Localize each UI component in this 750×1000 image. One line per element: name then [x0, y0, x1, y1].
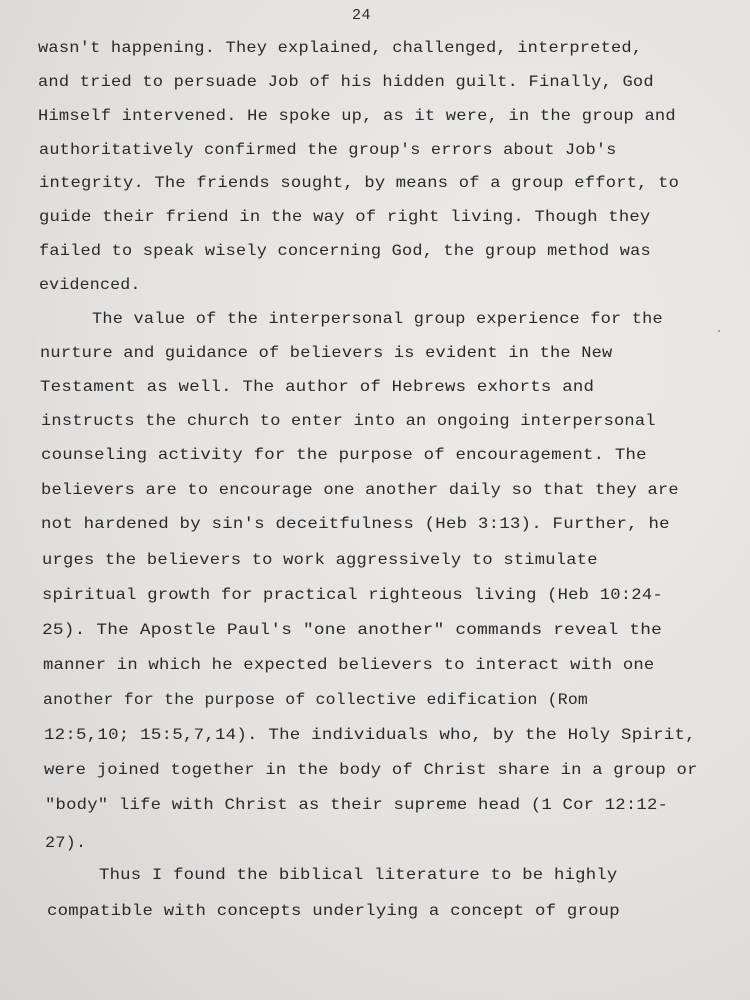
text-line: Thus I found the biblical literature to be highly: [99, 866, 618, 884]
text-line: manner in which he expected believers to interact with one: [43, 656, 655, 674]
text-line: another for the purpose of collective edification (Rom: [43, 691, 589, 709]
text-line: Himself intervened. He spoke up, as it were, in the group and: [38, 107, 676, 125]
text-line: compatible with concepts underlying a concept of group: [47, 902, 620, 920]
text-line: failed to speak wisely concerning God, the group method was: [39, 242, 651, 260]
text-line: spiritual growth for practical righteous living (Heb 10:24-: [42, 586, 663, 604]
paper-speck: [718, 330, 720, 332]
text-line: wasn't happening. They explained, challenged, interpreted,: [38, 39, 643, 57]
text-line: and tried to persuade Job of his hidden guilt. Finally, God: [38, 73, 654, 91]
text-line: "body" life with Christ as their supreme head (1 Cor 12:12-: [45, 796, 669, 814]
text-line: counseling activity for the purpose of encouragement. The: [41, 446, 647, 464]
text-line: evidenced.: [39, 276, 141, 294]
text-line: Testament as well. The author of Hebrews exhorts and: [40, 378, 595, 396]
text-line: believers are to encourage one another daily so that they are: [41, 481, 679, 499]
text-line: not hardened by sin's deceitfulness (Heb 3:13). Further, he: [41, 515, 670, 533]
text-line: integrity. The friends sought, by means of a group effort, to: [39, 174, 680, 192]
text-line: guide their friend in the way of right living. Though they: [39, 208, 651, 226]
text-line: authoritatively confirmed the group's errors about Job's: [39, 141, 617, 159]
page-number: 24: [352, 7, 372, 24]
text-line: urges the believers to work aggressively to stimulate: [42, 551, 598, 569]
text-line: 27).: [45, 834, 87, 852]
text-line: were joined together in the body of Christ share in a group or: [44, 761, 698, 779]
text-line: nurture and guidance of believers is evident in the New: [40, 344, 613, 362]
text-line: 25). The Apostle Paul's "one another" commands reveal the: [42, 621, 662, 639]
text-line: 12:5,10; 15:5,7,14). The individuals who, by the Holy Spirit,: [44, 726, 696, 744]
text-line: The value of the interpersonal group experience for the: [92, 310, 663, 328]
text-line: instructs the church to enter into an ongoing interpersonal: [41, 412, 656, 430]
